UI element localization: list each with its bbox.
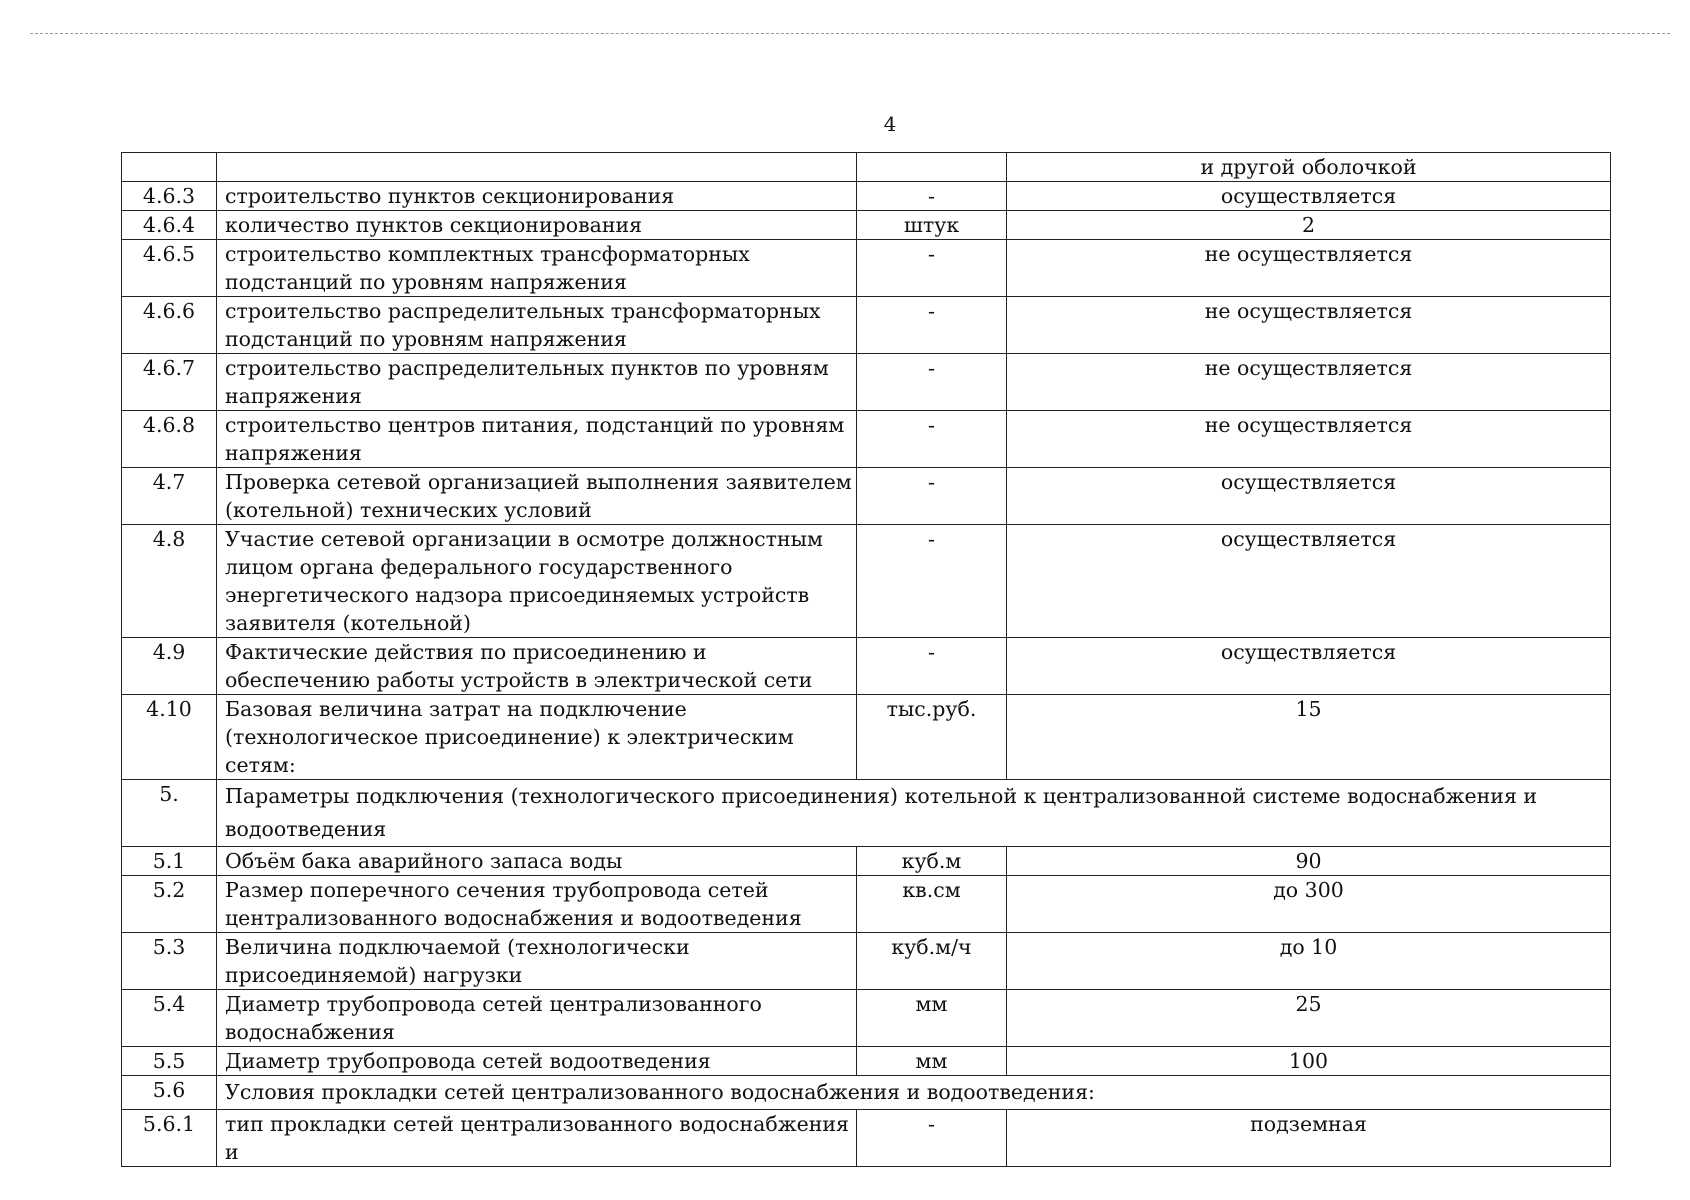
description-cell: строительство распределительных трансформаторных подстанций по уровням напряжения — [217, 297, 857, 354]
table-row — [122, 182, 1611, 211]
value-cell: осуществляется — [1007, 182, 1611, 211]
row-number-cell: 4.6.5 — [122, 240, 217, 297]
scan-edge-line — [30, 33, 1670, 34]
description-cell: Участие сетевой организации в осмотре должностным лицом органа федерального государственного энергетического надзора присоединяемых устройств заявителя (котельной) — [217, 525, 857, 638]
value-cell: не осуществляется — [1007, 297, 1611, 354]
row-number-cell: 4.7 — [122, 468, 217, 525]
unit-cell: куб.м/ч — [857, 933, 1007, 990]
description-cell: строительство распределительных пунктов по уровням напряжения — [217, 354, 857, 411]
description-cell: строительство комплектных трансформаторных подстанций по уровням напряжения — [217, 240, 857, 297]
value-cell: и другой оболочкой — [1007, 153, 1611, 182]
unit-cell: - — [857, 182, 1007, 211]
table-row — [122, 240, 1611, 297]
description-cell: строительство пунктов секционирования — [217, 182, 857, 211]
unit-cell: кв.см — [857, 876, 1007, 933]
description-cell: Диаметр трубопровода сетей водоотведения — [217, 1047, 857, 1076]
value-cell: не осуществляется — [1007, 354, 1611, 411]
row-number-cell: 4.6.7 — [122, 354, 217, 411]
value-cell: подземная — [1007, 1110, 1611, 1167]
table-row — [122, 297, 1611, 354]
description-cell: строительство центров питания, подстанций по уровням напряжения — [217, 411, 857, 468]
description-cell: Диаметр трубопровода сетей централизованного водоснабжения — [217, 990, 857, 1047]
row-number-cell: 5.1 — [122, 847, 217, 876]
value-cell: осуществляется — [1007, 525, 1611, 638]
page-number: 4 — [883, 112, 897, 136]
description-cell: Размер поперечного сечения трубопровода сетей централизованного водоснабжения и водоотведения — [217, 876, 857, 933]
row-number-cell: 5. — [122, 780, 217, 847]
row-number-cell: 4.8 — [122, 525, 217, 638]
unit-cell: тыс.руб. — [857, 695, 1007, 780]
table-row — [122, 153, 1611, 182]
table-row — [122, 354, 1611, 411]
row-number-cell: 5.2 — [122, 876, 217, 933]
description-cell: Величина подключаемой (технологически присоединяемой) нагрузки — [217, 933, 857, 990]
table-row — [122, 1076, 1611, 1110]
row-number-cell: 4.6.4 — [122, 211, 217, 240]
row-number-cell: 4.9 — [122, 638, 217, 695]
unit-cell: - — [857, 525, 1007, 638]
description-cell: тип прокладки сетей централизованного водоснабжения и — [217, 1110, 857, 1167]
value-cell: 90 — [1007, 847, 1611, 876]
parameters-table — [121, 152, 1611, 1167]
table-row — [122, 1110, 1611, 1167]
value-cell: до 10 — [1007, 933, 1611, 990]
table-row — [122, 933, 1611, 990]
value-cell: до 300 — [1007, 876, 1611, 933]
table-row — [122, 638, 1611, 695]
unit-cell: - — [857, 1110, 1007, 1167]
table-row — [122, 990, 1611, 1047]
description-cell: Проверка сетевой организацией выполнения заявителем (котельной) технических условий — [217, 468, 857, 525]
description-cell: Базовая величина затрат на подключение (технологическое присоединение) к электрическим сетям: — [217, 695, 857, 780]
row-number-cell: 5.5 — [122, 1047, 217, 1076]
value-cell: 2 — [1007, 211, 1611, 240]
unit-cell — [857, 153, 1007, 182]
unit-cell: мм — [857, 990, 1007, 1047]
description-cell — [217, 153, 857, 182]
unit-cell: - — [857, 297, 1007, 354]
table-row — [122, 695, 1611, 780]
row-number-cell: 5.4 — [122, 990, 217, 1047]
section-title-cell: Условия прокладки сетей централизованного водоснабжения и водоотведения: — [217, 1076, 1611, 1110]
unit-cell: - — [857, 468, 1007, 525]
table-row — [122, 780, 1611, 847]
table-row — [122, 468, 1611, 525]
table-row — [122, 847, 1611, 876]
value-cell: 25 — [1007, 990, 1611, 1047]
description-cell: Фактические действия по присоединению и обеспечению работы устройств в электрической сети — [217, 638, 857, 695]
value-cell: не осуществляется — [1007, 240, 1611, 297]
unit-cell: - — [857, 240, 1007, 297]
table-body — [122, 153, 1611, 1167]
description-cell: Объём бака аварийного запаса воды — [217, 847, 857, 876]
unit-cell: куб.м — [857, 847, 1007, 876]
row-number-cell: 4.6.3 — [122, 182, 217, 211]
table-row — [122, 525, 1611, 638]
table-row — [122, 876, 1611, 933]
table-row — [122, 211, 1611, 240]
section-title-cell: Параметры подключения (технологического присоединения) котельной к централизованной системе водоснабжения и водоотведения — [217, 780, 1611, 847]
description-cell: количество пунктов секционирования — [217, 211, 857, 240]
row-number-cell: 5.3 — [122, 933, 217, 990]
unit-cell: - — [857, 411, 1007, 468]
table-row — [122, 1047, 1611, 1076]
unit-cell: - — [857, 638, 1007, 695]
unit-cell: штук — [857, 211, 1007, 240]
row-number-cell: 5.6 — [122, 1076, 217, 1110]
unit-cell: мм — [857, 1047, 1007, 1076]
table-row — [122, 411, 1611, 468]
row-number-cell: 4.6.8 — [122, 411, 217, 468]
row-number-cell: 5.6.1 — [122, 1110, 217, 1167]
value-cell: не осуществляется — [1007, 411, 1611, 468]
unit-cell: - — [857, 354, 1007, 411]
value-cell: 100 — [1007, 1047, 1611, 1076]
value-cell: осуществляется — [1007, 638, 1611, 695]
row-number-cell — [122, 153, 217, 182]
value-cell: 15 — [1007, 695, 1611, 780]
value-cell: осуществляется — [1007, 468, 1611, 525]
row-number-cell: 4.6.6 — [122, 297, 217, 354]
row-number-cell: 4.10 — [122, 695, 217, 780]
